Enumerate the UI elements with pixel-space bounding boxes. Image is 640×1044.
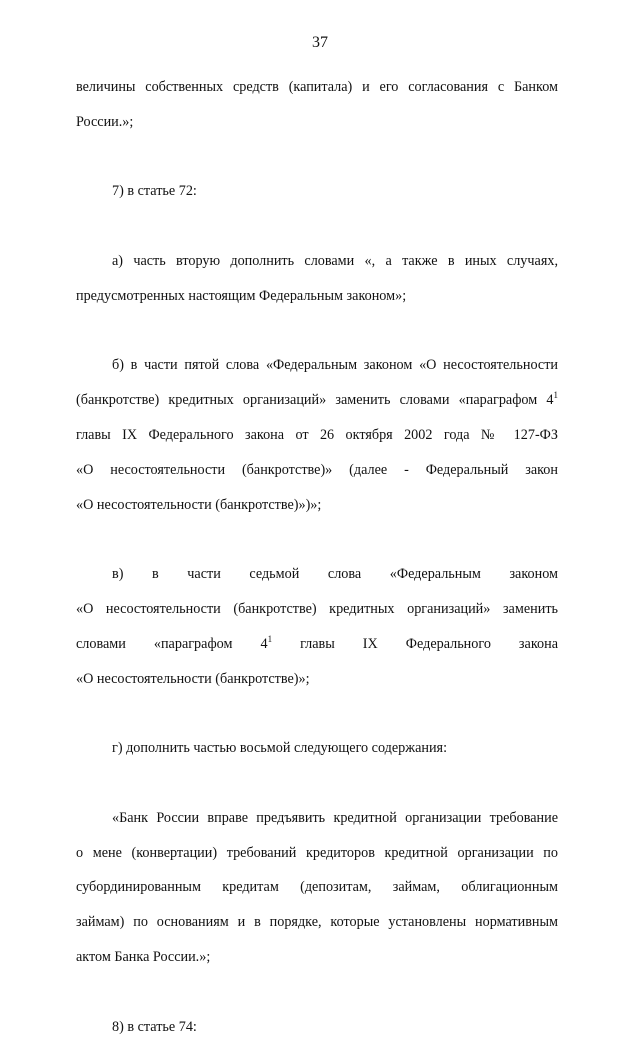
text-line: предусмотренных настоящим Федеральным законом»; bbox=[76, 287, 407, 304]
page-number: 37 bbox=[312, 34, 328, 51]
text-line: в) в части седьмой слова «Федеральным законом bbox=[112, 566, 558, 583]
text-line: займам) по основаниям и в порядке, которые установлены нормативным bbox=[76, 914, 558, 931]
superscript: 1 bbox=[267, 633, 273, 644]
text-line bbox=[76, 383, 558, 418]
paragraph-gap bbox=[76, 696, 558, 731]
text-line: субординированным кредитам (депозитам, займам, облигационным bbox=[76, 879, 558, 896]
text-line: г) дополнить частью восьмой следующего содержания: bbox=[112, 740, 448, 757]
paragraph-gap bbox=[76, 975, 558, 1010]
text-line: 7) в статье 72: bbox=[112, 183, 197, 200]
text-line: России.»; bbox=[76, 113, 134, 130]
paragraph-gap bbox=[76, 140, 558, 175]
paragraph-gap bbox=[76, 766, 558, 801]
text-line: а) часть вторую дополнить словами «, а также в иных случаях, bbox=[112, 252, 558, 269]
text-line: «О несостоятельности (банкротстве)»; bbox=[76, 670, 310, 687]
text-line: «Банк России вправе предъявить кредитной организации требование bbox=[112, 809, 558, 826]
text-segment: главы IX Федерального закона bbox=[272, 635, 558, 652]
text-segment: (банкротстве) кредитных организаций» заменить словами «параграфом 4 bbox=[76, 392, 554, 409]
text-line: 8) в статье 74: bbox=[112, 1018, 197, 1035]
text-line: б) в части пятой слова «Федеральным законом «О несостоятельности bbox=[112, 357, 558, 374]
text-line: «О несостоятельности (банкротстве) кредитных организаций» заменить bbox=[76, 600, 558, 617]
paragraph-gap bbox=[76, 209, 558, 244]
text-line: актом Банка России.»; bbox=[76, 948, 211, 965]
text-line: величины собственных средств (капитала) и его согласования с Банком bbox=[76, 79, 558, 95]
text-line: «О несостоятельности (банкротстве)» (далее - Федеральный закон bbox=[76, 461, 558, 478]
text-line: главы IX Федерального закона от 26 октября 2002 года № 127-ФЗ bbox=[76, 426, 558, 443]
superscript: 1 bbox=[553, 390, 558, 401]
text-line: о мене (конвертации) требований кредиторов кредитной организации по bbox=[76, 844, 558, 861]
paragraph-gap bbox=[76, 522, 558, 557]
text-line bbox=[76, 627, 558, 662]
document-body bbox=[76, 70, 558, 1044]
text-line: «О несостоятельности (банкротстве)»)»; bbox=[76, 496, 322, 513]
text-segment: словами «параграфом 4 bbox=[76, 635, 268, 652]
paragraph-gap bbox=[76, 314, 558, 349]
